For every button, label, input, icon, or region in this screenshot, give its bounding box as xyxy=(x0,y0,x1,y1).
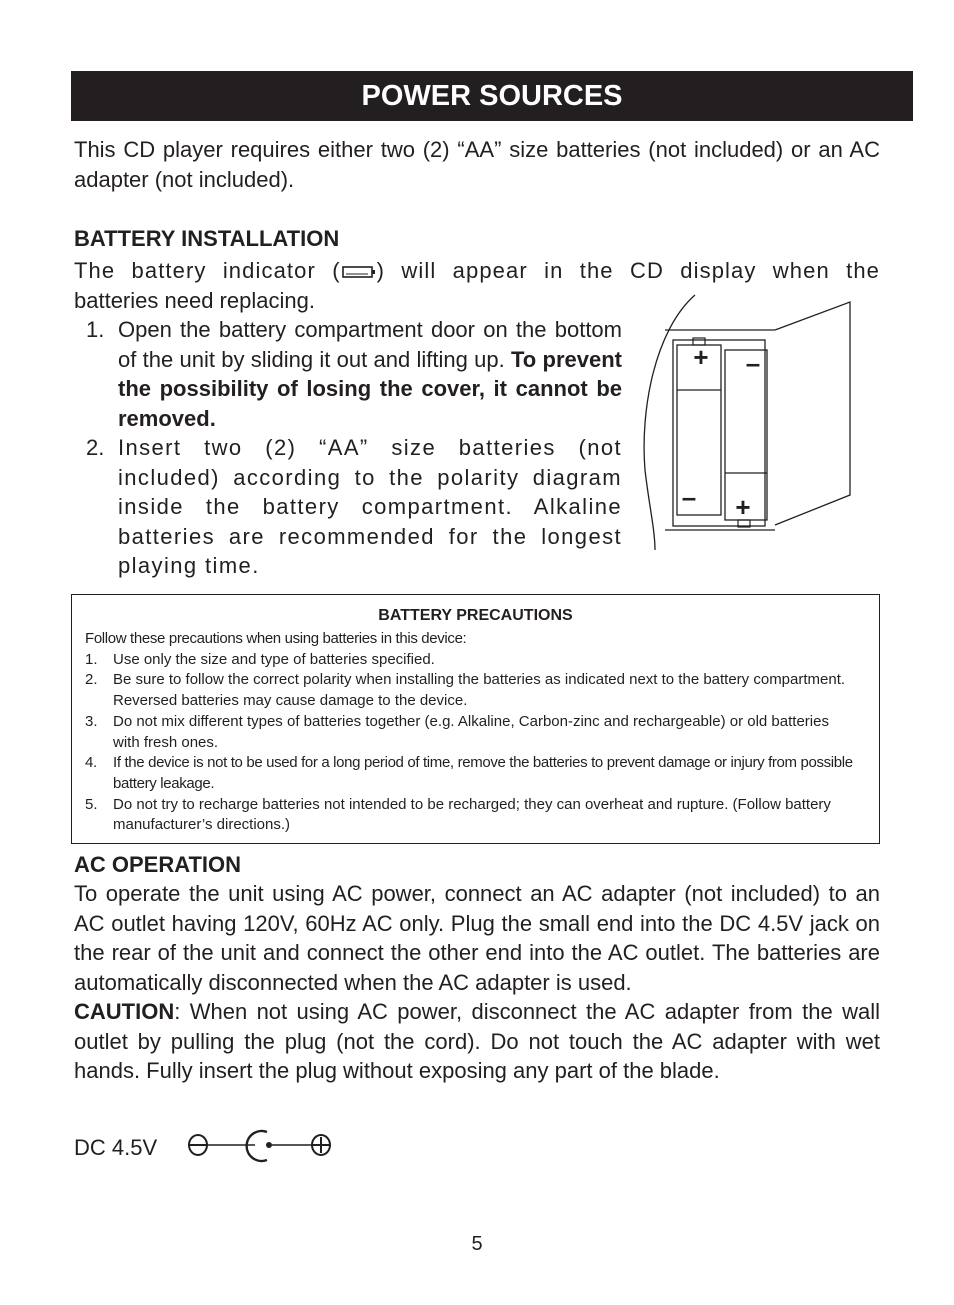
step-number: 2. xyxy=(86,435,105,460)
item-number: 3. xyxy=(85,712,98,730)
list-item xyxy=(72,650,879,671)
step-number: 1. xyxy=(86,317,105,342)
dc-voltage-label: DC 4.5V xyxy=(74,1135,158,1160)
battery-installation-heading: BATTERY INSTALLATION xyxy=(74,226,340,251)
indicator-text-before: The battery indicator ( xyxy=(74,258,341,283)
battery-precautions-box xyxy=(71,594,880,844)
list-item xyxy=(72,670,879,711)
item-text: Use only the size and type of batteries specified. xyxy=(113,650,435,668)
compartment-door xyxy=(775,302,850,525)
page-title: POWER SOURCES xyxy=(71,71,913,121)
caution-text: : When not using AC power, disconnect the AC adapter from the wall outlet by pulling the plug (not the cord). Do not touch the AC adapter with wet hands. Fully insert the plug without exposing any part of the blade. xyxy=(74,999,880,1083)
precautions-title: BATTERY PRECAUTIONS xyxy=(378,607,573,624)
precautions-intro: Follow these precautions when using batteries in this device: xyxy=(85,630,467,647)
ac-operation-text xyxy=(74,879,880,1086)
item-number: 4. xyxy=(85,754,97,772)
plus-symbol-bottom: + xyxy=(735,492,751,522)
item-number: 1. xyxy=(85,650,98,668)
indicator-text-after: ) will appear in the CD display when the xyxy=(376,258,880,283)
list-item xyxy=(72,753,879,794)
precautions-list xyxy=(72,650,879,836)
step-1 xyxy=(80,315,622,433)
intro-paragraph: This CD player requires either two (2) “AA” size batteries (not included) or an AC adapter (not included). xyxy=(74,137,880,192)
step-2 xyxy=(80,433,622,581)
list-item xyxy=(72,795,879,836)
plus-symbol-top: + xyxy=(693,342,709,372)
item-text: Do not try to recharge batteries not intended to be recharged; they can overheat and rupture. (Follow battery manufacturer’s directions.) xyxy=(113,795,831,834)
item-text: If the device is not to be used for a long period of time, remove the batteries to prevent damage or injury from possible battery leakage. xyxy=(113,754,853,792)
dc-polarity-icon xyxy=(177,1128,337,1168)
item-number: 2. xyxy=(85,671,98,689)
step-warning: To prevent the possibility of losing the cover, it cannot be removed. xyxy=(118,346,622,431)
battery-indicator-icon xyxy=(342,265,376,279)
item-text: Be sure to follow the correct polarity when installing the batteries as indicated next to the battery compartment. Reversed batteries may cause damage to the device. xyxy=(113,671,846,710)
step-text: Insert two (2) “AA” size batteries (not included) according to the polarity diagram inside the battery compartment. Alkaline batteries are recommended for the longest playing time. xyxy=(118,435,622,578)
battery-compartment-diagram xyxy=(635,290,865,555)
dc-polarity-row xyxy=(74,1128,337,1168)
caution-label: CAUTION xyxy=(74,999,175,1024)
installation-steps xyxy=(80,315,622,581)
ac-operation-heading: AC OPERATION xyxy=(74,852,242,877)
minus-symbol-bottom: – xyxy=(681,482,697,512)
step-text: Open the battery compartment door on the bottom of the unit by sliding it out and lifting up. xyxy=(118,317,622,372)
item-text: Do not mix different types of batteries together (e.g. Alkaline, Carbon-zinc and rechargeable) or old batteries with fresh ones. xyxy=(113,712,829,751)
indicator-text-end: batteries need replacing. xyxy=(74,287,315,313)
minus-symbol-top: – xyxy=(745,348,761,378)
item-number: 5. xyxy=(85,795,98,813)
ac-instructions: To operate the unit using AC power, connect an AC adapter (not included) to an AC outlet having 120V, 60Hz AC only. Plug the small end into the DC 4.5V jack on the rear of the unit and connect the other end into the AC outlet. The batteries are automatically disconnected when the AC adapter is used. xyxy=(74,881,880,995)
page-number: 5 xyxy=(471,1233,483,1255)
list-item xyxy=(72,712,879,753)
